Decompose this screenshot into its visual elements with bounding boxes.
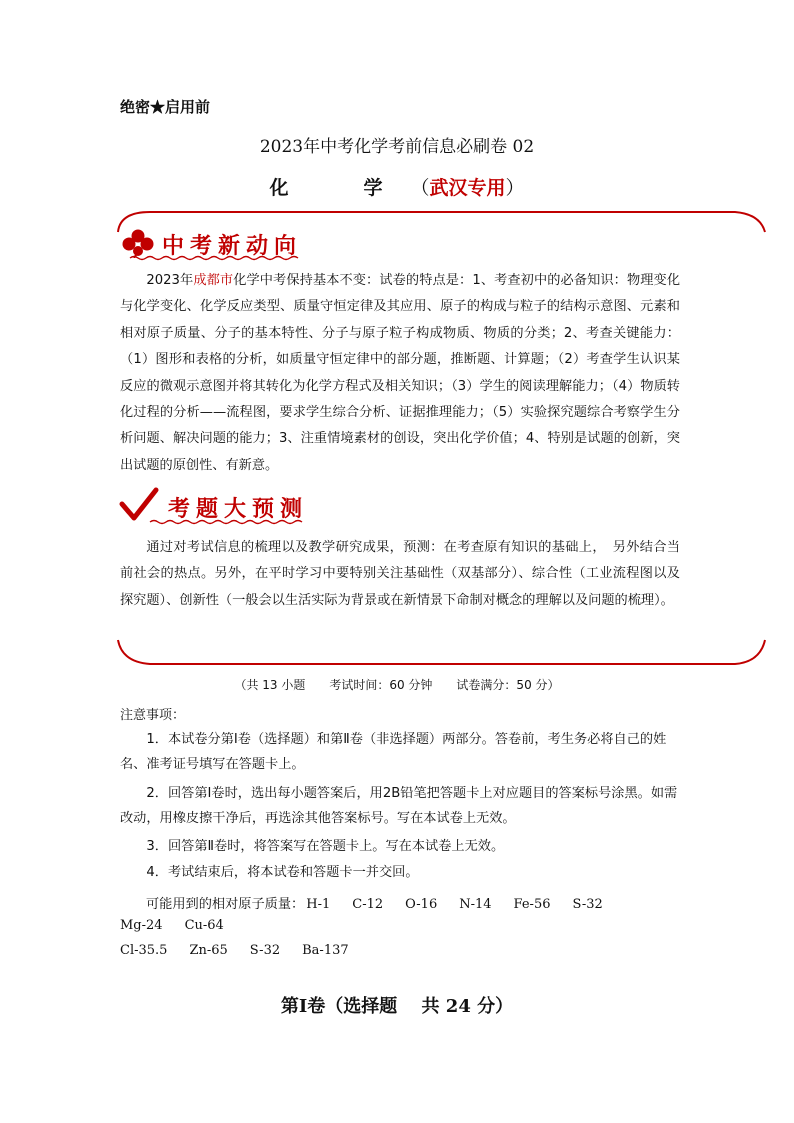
edition-label: 武汉专用 bbox=[429, 177, 506, 199]
atomic-masses-line-1: 可能用到的相对原子质量： H-1 C-12 O-16 N-14 Fe-56 S-32 bbox=[146, 893, 625, 912]
section-text-trends: 2023年成都市化学中考保持基本不变：试卷的特点是：1、考查初中的必备知识：物理变化与化学变化、化学反应类型、质量守恒定律及其应用、原子的构成与粒子的结构示意图、元素和相对原子质量、分子的基本特性、分子与原子粒子构成物质、物质的分类；2、考查关键能力：（1）图形和表格的分析，如质量守恒定律中的部分题，推断题、计算题；（2）考查学生认识某反应的微观示意图并将其转化为化学方程式及相关知识；（3）学生的阅读理解能力；（4）物质转化过程的分析——流程图，要求学生综合分析、证据推理能力；（5）实验探究题综合考察学生分析问题、解决问题的能力；3、注重情境素材的创设，突出化学价值；4、特别是试题的创新，突出试题的原创性、有新意。 bbox=[120, 273, 681, 473]
atomic-masses-line-3: Cl-35.5 Zn-65 S-32 Ba-137 bbox=[120, 943, 349, 958]
note-item: 4．考试结束后，将本试卷和答题卡一并交回。 bbox=[146, 865, 419, 880]
confidential-label: 绝密★启用前 bbox=[120, 98, 211, 116]
section-text-forecast: 通过对考试信息的梳理以及教学研究成果，预测：在考查原有知识的基础上， 另外结合当前社会的热点。另外，在平时学习中要特别关注基础性（双基部分）、综合性（工业流程图以及探究题）、创新性（一般会以生活实际为背景或在新情景下命制对概念的理解以及问题的梳理）。 bbox=[120, 540, 680, 608]
atomic-masses-line-2: Mg-24 Cu-64 bbox=[120, 918, 224, 933]
paper-subject: 化 学（武汉专用） bbox=[269, 177, 525, 199]
section-title-trends: 中考新动向 bbox=[162, 234, 303, 259]
section-title-forecast: 考题大预测 bbox=[168, 497, 309, 522]
clover-icon bbox=[120, 228, 156, 258]
paper-title: 2023年中考化学考前信息必刷卷 02 bbox=[259, 137, 535, 157]
subject-name: 化 学 bbox=[269, 177, 411, 199]
notes-heading: 注意事项： bbox=[120, 708, 186, 723]
masses-label: 可能用到的相对原子质量： bbox=[146, 897, 305, 912]
part-one-title: 第Ⅰ卷（选择题 共 24 分） bbox=[280, 996, 514, 1017]
note-item: 2．回答第Ⅰ卷时，选出每小题答案后，用2B铅笔把答题卡上对应题目的答案标号涂黑。如需改动，用橡皮擦干净后，再选涂其他答案标号。写在本试卷上无效。 bbox=[120, 786, 678, 826]
checkmark-icon bbox=[118, 486, 160, 522]
note-item: 3．回答第Ⅱ卷时，将答案写在答题卡上。写在本试卷上无效。 bbox=[146, 839, 505, 854]
note-item: 1．本试卷分第Ⅰ卷（选择题）和第Ⅱ卷（非选择题）两部分。答卷前，考生务必将自己的姓名、准考证号填写在答题卡上。 bbox=[120, 732, 667, 772]
bottom-arc bbox=[118, 640, 765, 664]
exam-info: （共 13 小题 考试时间：60 分钟 试卷满分：50 分） bbox=[234, 678, 560, 692]
